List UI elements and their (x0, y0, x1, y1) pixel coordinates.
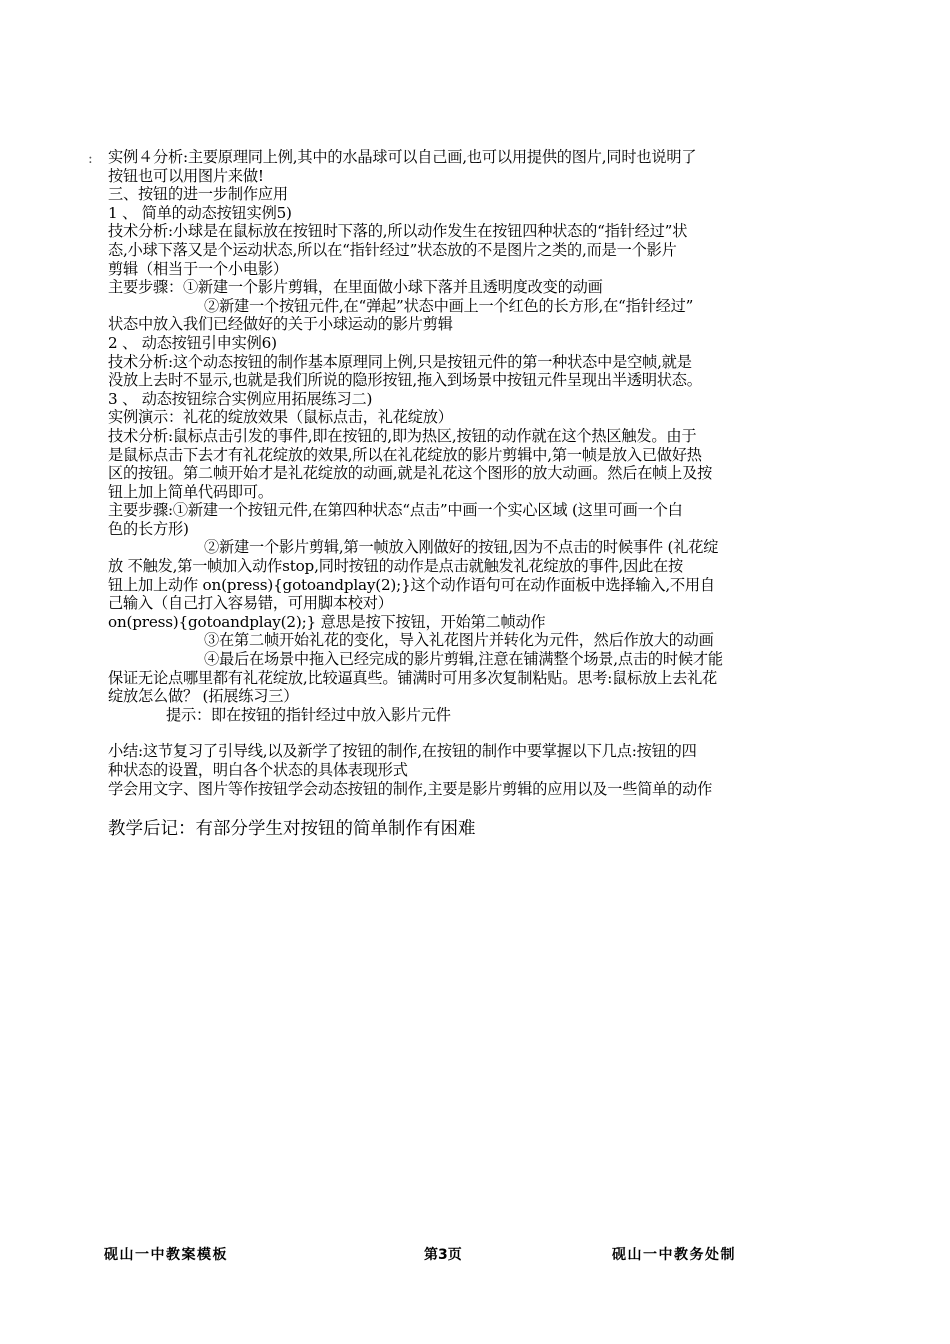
footer-office: 砚山一中教务处制 (612, 1247, 736, 1263)
text-line: 保证无论点哪里都有礼花绽放,比较逼真些。铺满时可用多次复制粘贴。思考:鼠标放上去礼花 (108, 668, 718, 687)
text-line: 钮上加上动作 on(press){gotoandplay(2);}这个动作语句可在动作面板中选择输入,不用自 (108, 575, 715, 594)
footer-page-number: 第3页 (424, 1247, 462, 1263)
blank-line (108, 724, 878, 742)
text-line: ②新建一个按钮元件,在“弹起”状态中画上一个红色的长方形,在“指针经过” (204, 296, 694, 315)
text-line: ②新建一个影片剪辑,第一帧放入刚做好的按钮,因为不点击的时候事件 (礼花绽 (204, 538, 719, 557)
text-line: 实例演示：礼花的绽放效果（鼠标点击，礼花绽放） (108, 408, 453, 427)
text-line: 态,小球下落又是个运动状态,所以在“指针经过”状态放的不是图片之类的,而是一个影片 (108, 240, 677, 259)
section-heading: 三、按钮的进一步制作应用 (108, 185, 288, 204)
text-line: 实例４分析:主要原理同上例,其中的水晶球可以自己画,也可以用提供的图片,同时也说明了 (108, 148, 697, 166)
hint-line: 提示：即在按钮的指针经过中放入影片元件 (166, 705, 451, 724)
text-line: 主要步骤:①新建一个按钮元件,在第四种状态“点击”中画一个实心区域 (这里可画一个白 (108, 501, 683, 520)
text-line: 技术分析:小球是在鼠标放在按钮时下落的,所以动作发生在按钮四种状态的“指针经过”状 (108, 222, 688, 241)
text-line: 按钮也可以用图片来做! (108, 166, 264, 185)
text-line: 色的长方形) (108, 519, 189, 538)
text-line: 主要步骤：①新建一个影片剪辑，在里面做小球下落并且透明度改变的动画 (108, 278, 603, 297)
footer-school-template: 砚山一中教案模板 (104, 1247, 228, 1263)
text-line: ④最后在场景中拖入已经完成的影片剪辑,注意在铺满整个场景,点击的时候才能 (204, 650, 723, 669)
text-line: 钮上加上简单代码即可。 (108, 482, 273, 501)
text-line: 放 不触发,第一帧加入动作stop,同时按钮的动作是点击就触发礼花绽放的事件,因此在按 (108, 557, 684, 576)
subsection-heading: 2 、 动态按钮引申实例6) (108, 333, 277, 352)
text-line: 没放上去时不显示,也就是我们所说的隐形按钮,拖入到场景中按钮元件呈现出半透明状态。 (108, 371, 702, 390)
text-line: 剪辑（相当于一个小电影） (108, 259, 288, 278)
text-line: 状态中放入我们已经做好的关于小球运动的影片剪辑 (108, 315, 453, 334)
text-line: 技术分析:鼠标点击引发的事件,即在按钮的,即为热区,按钮的动作就在这个热区触发。由于 (108, 426, 697, 445)
summary-line: 小结:这节复习了引导线,以及新学了按钮的制作,在按钮的制作中要掌握以下几点:按钮的四 (108, 742, 697, 761)
code-line: on(press){gotoandplay(2);} 意思是按下按钮，开始第二帧动作 (108, 612, 546, 631)
summary-line: 种状态的设置，明白各个状态的具体表现形式 (108, 761, 408, 779)
subsection-heading: 1 、 简单的动态按钮实例5) (108, 203, 292, 222)
text-line: 技术分析:这个动态按钮的制作基本原理同上例,只是按钮元件的第一种状态中是空帧,就是 (108, 352, 692, 371)
text-line: 区的按钮。第二帧开始才是礼花绽放的动画,就是礼花这个图形的放大动画。然后在帧上及按 (108, 464, 713, 483)
teaching-notes: 教学后记：有部分学生对按钮的简单制作有困难 (108, 819, 476, 840)
text-line: 绽放怎么做？ (拓展练习三） (108, 687, 299, 706)
body-text (108, 148, 878, 840)
summary-line: 学会用文字、图片等作按钮学会动态按钮的制作,主要是影片剪辑的应用以及一些简单的动作 (108, 779, 713, 798)
margin-marker: : (88, 151, 93, 167)
text-line: ③在第二帧开始礼花的变化，导入礼花图片并转化为元件，然后作放大的动画 (204, 631, 714, 650)
text-line: 己输入（自己打入容易错，可用脚本校对） (108, 594, 393, 613)
text-line: 是鼠标点击下去才有礼花绽放的效果,所以在礼花绽放的影片剪辑中,第一帧是放入已做好热 (108, 445, 702, 464)
subsection-heading: 3 、 动态按钮综合实例应用拓展练习二) (108, 389, 373, 408)
